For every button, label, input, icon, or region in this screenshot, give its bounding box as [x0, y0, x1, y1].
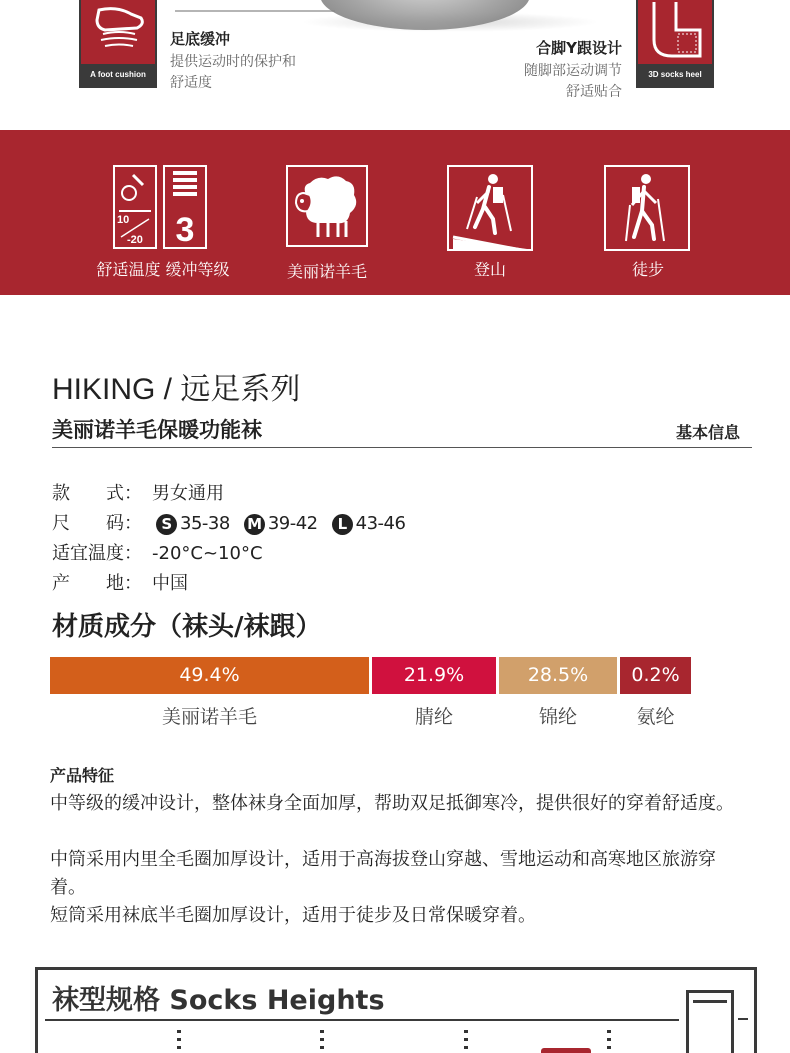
foot-cushion-badge — [79, 0, 157, 88]
size-row — [52, 509, 405, 535]
feature-title: 合脚Y跟设计 — [536, 39, 622, 57]
series-title: HIKING / 远足系列 — [52, 373, 301, 406]
feature-desc-line: 提供运动时的保护和 — [170, 54, 296, 70]
sock-heel-icon — [644, 0, 708, 66]
feature-title: 足底缓冲 — [170, 30, 231, 48]
comfort-temperature-icon — [113, 165, 157, 249]
sheep-icon — [286, 165, 368, 247]
icon-label: 美丽诺羊毛 — [286, 262, 367, 281]
temperature-row — [52, 539, 263, 565]
size-label: 尺 码： — [52, 513, 142, 534]
temperature-label: 适宜温度： — [52, 543, 142, 564]
heel-badge — [636, 0, 714, 88]
material-label: 美丽诺羊毛 — [161, 706, 257, 728]
badge-caption: 3D socks heel — [638, 64, 712, 86]
dotted-guide — [320, 1030, 324, 1053]
temp-high: 10 — [117, 214, 130, 226]
size-s-icon: S — [156, 514, 177, 535]
cushion-level: 3 — [175, 211, 195, 247]
material-label: 氨纶 — [636, 706, 675, 728]
origin-label: 产 地： — [52, 573, 142, 594]
size-range: 35-38 — [180, 513, 230, 534]
material-bar: 21.9% — [372, 657, 496, 694]
material-bar: 0.2% — [620, 657, 691, 694]
dotted-guide — [607, 1030, 611, 1053]
product-name: 美丽诺羊毛保暖功能袜 — [52, 418, 262, 442]
icon-label: 登山 — [473, 260, 506, 279]
sock-height-marker — [541, 1048, 591, 1053]
material-bar: 28.5% — [499, 657, 617, 694]
feature-strip — [0, 0, 790, 130]
features-title: 产品特征 — [50, 766, 115, 785]
feature-desc-line: 舒适贴合 — [566, 84, 622, 100]
badge-caption: A foot cushion — [81, 64, 155, 86]
origin-row — [52, 569, 188, 595]
hiking-icon — [604, 165, 690, 251]
feature-desc-line: 随脚部运动调节 — [524, 63, 622, 79]
dotted-guide — [177, 1030, 181, 1053]
foot-cushion-icon — [87, 0, 151, 66]
divider — [738, 1018, 748, 1020]
sock-outline-icon — [686, 990, 734, 1053]
icon-label: 徒步 — [631, 260, 664, 279]
basic-info-label: 基本信息 — [675, 423, 740, 442]
style-value: 男女通用 — [152, 483, 224, 504]
material-label: 锦纶 — [538, 706, 577, 728]
feature-desc-line: 舒适度 — [170, 75, 212, 91]
style-row — [52, 479, 224, 505]
divider — [52, 447, 752, 448]
origin-value: 中国 — [152, 573, 188, 594]
divider — [175, 10, 335, 12]
size-l-icon: L — [332, 514, 353, 535]
size-m-icon: M — [244, 514, 265, 535]
cushion-level-icon — [163, 165, 207, 249]
feature-paragraph: 中筒采用内里全毛圈加厚设计，适用于高海拔登山穿越、雪地运动和高寒地区旅游穿着。 — [50, 849, 716, 898]
temp-low: -20 — [127, 234, 143, 246]
style-label: 款 式： — [52, 483, 142, 504]
materials-title: 材质成分（袜头/袜跟） — [52, 612, 322, 642]
spec-title: 袜型规格 Socks Heights — [52, 985, 385, 1016]
mountain-climbing-icon — [447, 165, 533, 251]
icon-label: 舒适温度 缓冲等级 — [96, 260, 230, 279]
icon-band — [0, 130, 790, 295]
dotted-guide — [464, 1030, 468, 1053]
feature-paragraph: 短筒采用袜底半毛圈加厚设计，适用于徒步及日常保暖穿着。 — [50, 905, 536, 926]
size-range: 39-42 — [267, 513, 318, 534]
feature-paragraph: 中等级的缓冲设计，整体袜身全面加厚，帮助双足抵御寒冷，提供很好的穿着舒适度。 — [50, 793, 734, 814]
temperature-value: -20°C~10°C — [152, 543, 263, 564]
material-label: 腈纶 — [414, 706, 453, 728]
material-bar: 49.4% — [50, 657, 369, 694]
size-range: 43-46 — [355, 513, 406, 534]
divider — [45, 1019, 679, 1021]
